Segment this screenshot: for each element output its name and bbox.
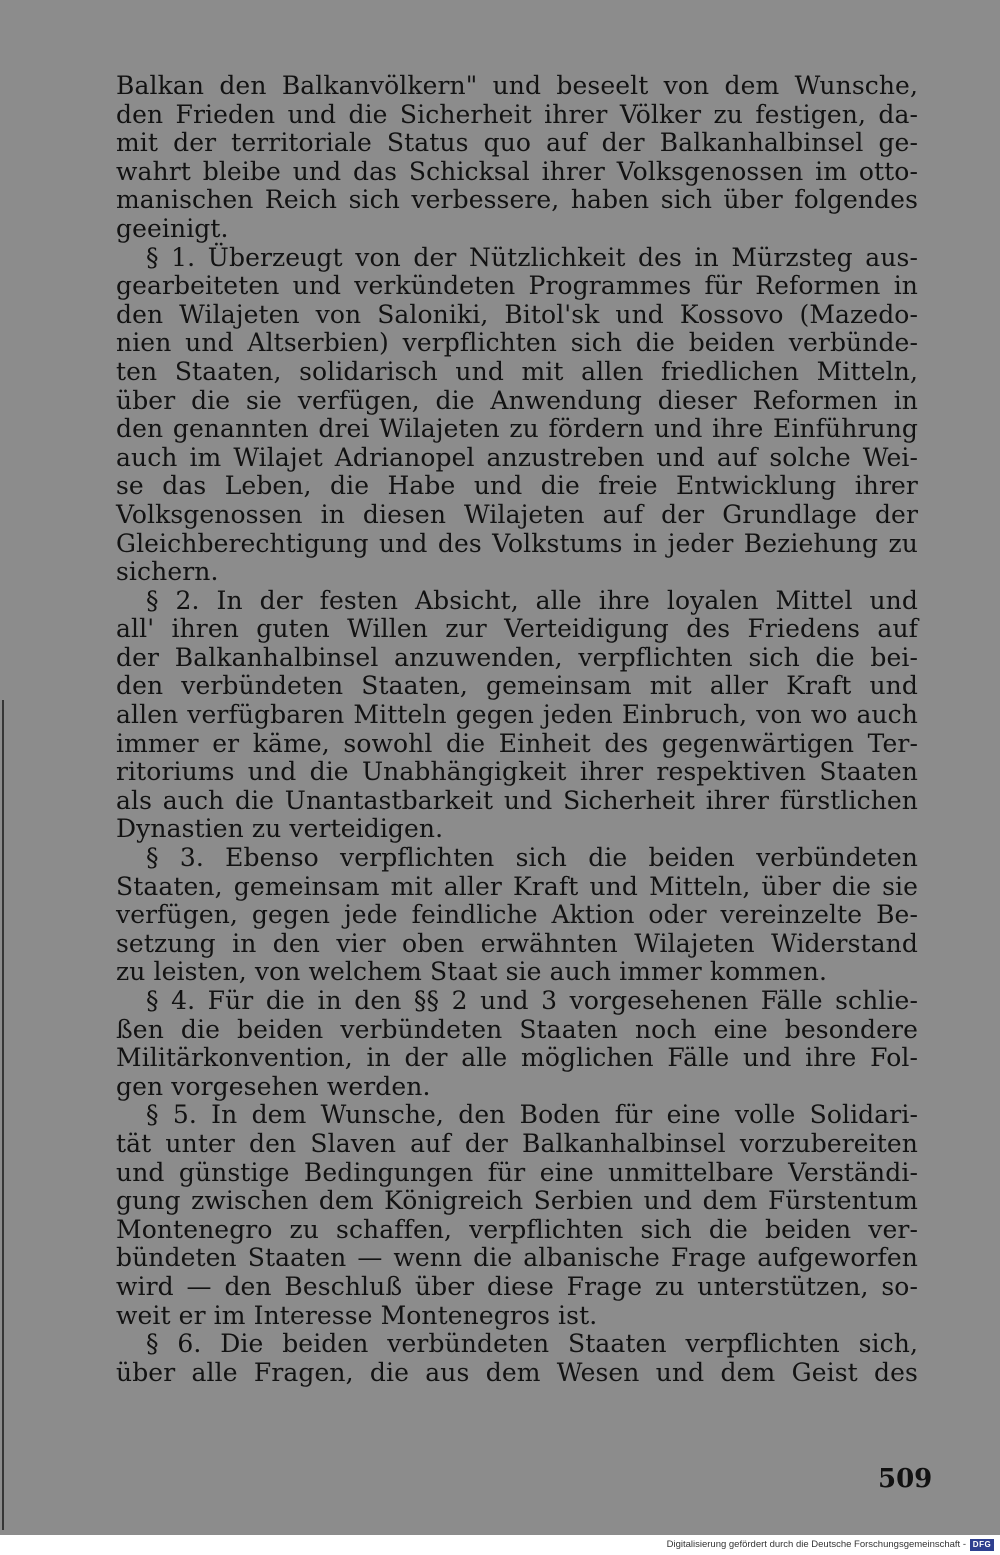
text-line: § 3. Ebenso verpflichten sich die beiden verbündeten (146, 843, 918, 873)
text-line: sichern. (116, 557, 219, 587)
body-text (116, 72, 918, 1387)
text-line: ßen die beiden verbündeten Staaten noch eine besondere (116, 1014, 918, 1044)
text-line: se das Leben, die Habe und die freie Entwicklung ihrer (116, 471, 918, 501)
text-line: § 6. Die beiden verbündeten Staaten verpflichten sich, (146, 1329, 918, 1359)
text-line: wird — den Beschluß über diese Frage zu unterstützen, so- (116, 1271, 918, 1301)
text-line: nien und Altserbien) verpflichten sich die beiden verbünde- (116, 328, 918, 358)
text-line: und günstige Bedingungen für eine unmittelbare Verständi- (116, 1157, 918, 1187)
text-line: der Balkanhalbinsel anzuwenden, verpflichten sich die bei- (116, 642, 918, 672)
text-line: den Frieden und die Sicherheit ihrer Völker zu festigen, da- (116, 99, 918, 129)
text-line: den Wilajeten von Saloniki, Bitol'sk und Kossovo (Mazedo- (116, 299, 918, 329)
text-line: weit er im Interesse Montenegros ist. (116, 1300, 598, 1330)
text-line: § 5. In dem Wunsche, den Boden für eine volle Solidari- (146, 1100, 918, 1130)
text-line: mit der territoriale Status quo auf der Balkanhalbinsel ge- (116, 128, 918, 158)
text-line: Balkan den Balkanvölkern" und beseelt von dem Wunsche, (116, 71, 918, 100)
text-line: gearbeiteten und verkündeten Programmes für Reformen in (116, 271, 918, 301)
text-line: bündeten Staaten — wenn die albanische Frage aufgeworfen (116, 1243, 918, 1273)
text-line: als auch die Unantastbarkeit und Sicherheit ihrer fürstlichen (116, 785, 918, 815)
text-line: den genannten drei Wilajeten zu fördern und ihre Einführung (116, 414, 918, 444)
text-line: ritoriums und die Unabhängigkeit ihrer respektiven Staaten (116, 757, 918, 787)
text-line: allen verfügbaren Mitteln gegen jeden Einbruch, von wo auch (116, 700, 918, 730)
text-line: den verbündeten Staaten, gemeinsam mit aller Kraft und (116, 671, 918, 701)
page-number: 509 (878, 1464, 933, 1494)
text-line: immer er käme, sowohl die Einheit des gegenwärtigen Ter- (116, 728, 918, 758)
text-line: über alle Fragen, die aus dem Wesen und dem Geist des (116, 1357, 918, 1387)
text-line: zu leisten, von welchem Staat sie auch immer kommen. (116, 957, 827, 987)
dfg-logo-icon: DFG (970, 1539, 994, 1551)
text-line: § 2. In der festen Absicht, alle ihre loyalen Mittel und (146, 585, 918, 615)
text-line: Gleichberechtigung und des Volkstums in jeder Beziehung zu (116, 528, 918, 558)
text-line: setzung in den vier oben erwähnten Wilajeten Widerstand (116, 928, 918, 958)
page-edge-line (2, 700, 4, 1530)
text-line: gen vorgesehen werden. (116, 1071, 431, 1101)
text-line: verfügen, gegen jede feindliche Aktion oder vereinzelte Be- (116, 900, 918, 930)
text-line: § 1. Überzeugt von der Nützlichkeit des in Mürzsteg aus- (146, 242, 918, 272)
text-line: gung zwischen dem Königreich Serbien und dem Fürstentum (116, 1186, 918, 1216)
text-line: Montenegro zu schaffen, verpflichten sich die beiden ver- (116, 1214, 918, 1244)
text-line: all' ihren guten Willen zur Verteidigung des Friedens auf (116, 614, 918, 644)
digitization-footer (0, 1535, 1000, 1555)
text-line: geeinigt. (116, 213, 229, 243)
footer-credit: Digitalisierung gefördert durch die Deutsche Forschungsgemeinschaft - (666, 1539, 966, 1550)
text-line: Volksgenossen in diesen Wilajeten auf der Grundlage der (116, 499, 918, 529)
text-line: ten Staaten, solidarisch und mit allen friedlichen Mitteln, (116, 356, 918, 386)
text-line: Dynastien zu verteidigen. (116, 814, 444, 844)
text-line: tät unter den Slaven auf der Balkanhalbinsel vorzubereiten (116, 1128, 918, 1158)
text-line: manischen Reich sich verbessere, haben sich über folgendes (116, 185, 918, 215)
text-line: wahrt bleibe und das Schicksal ihrer Volksgenossen im otto- (116, 156, 918, 186)
text-line: auch im Wilajet Adrianopel anzustreben und auf solche Wei- (116, 442, 918, 472)
text-line: Militärkonvention, in der alle möglichen Fälle und ihre Fol- (116, 1043, 918, 1073)
text-line: Staaten, gemeinsam mit aller Kraft und Mitteln, über die sie (116, 871, 918, 901)
text-line: über die sie verfügen, die Anwendung dieser Reformen in (116, 385, 918, 415)
text-line: § 4. Für die in den §§ 2 und 3 vorgesehenen Fälle schlie- (146, 986, 918, 1015)
